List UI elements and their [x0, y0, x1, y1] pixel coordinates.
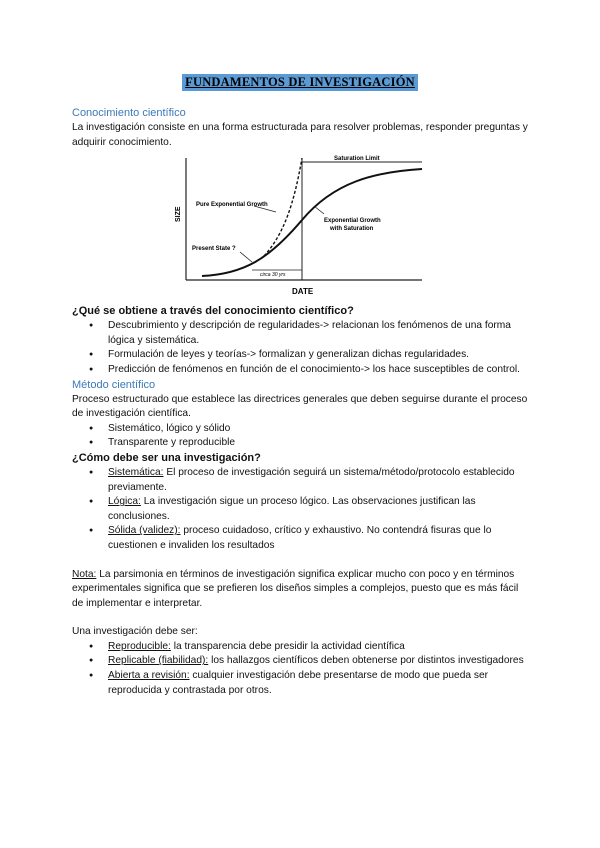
section3-intro: Una investigación debe ser: — [72, 626, 198, 638]
question-heading-2: ¿Cómo debe ser una investigación? — [72, 451, 261, 464]
term: Abierta a revisión: — [108, 670, 190, 682]
pure-growth-label: Pure Exponential Growth — [196, 202, 268, 209]
spacer — [72, 554, 532, 568]
exp-pointer — [314, 206, 324, 214]
term: Sólida (validez): — [108, 525, 181, 537]
document-title: FUNDAMENTOS DE INVESTIGACIÓN — [182, 74, 418, 91]
list-item — [108, 654, 532, 669]
list-item — [108, 669, 532, 698]
document-body — [72, 106, 532, 698]
q1-list — [72, 319, 532, 377]
section3-list — [72, 640, 532, 698]
definition: proceso cuidadoso, crítico y exhaustivo. No contendrá fisuras que lo cuestionen e invaliden los resultados — [108, 525, 492, 551]
section-intro-metodo: Proceso estructurado que establece las directrices generales que deben seguirse durante el proceso de investigación científica. — [72, 393, 528, 420]
list-item — [108, 466, 532, 495]
y-axis-label: SIZE — [175, 206, 182, 223]
present-pointer — [240, 252, 252, 262]
list-item — [108, 524, 532, 553]
section-intro-conocimiento: La investigación consiste en una forma estructurada para resolver problemas, responder preguntas y adquirir conocimiento. — [72, 122, 528, 148]
definition: los hallazgos científicos deben obtenerse por distintos investigadores — [208, 655, 524, 667]
definition: cualquier investigación debe presentarse de modo que pueda ser reproducida y contrastada por otros. — [108, 670, 489, 696]
list-item: ● Descubrimiento y descripción de regularidades-> relacionan los fenómenos de una forma lógica y sistemática. — [108, 319, 532, 348]
list-item: ● Formulación de leyes y teorías-> formalizan y generalizan dichas regularidades. — [108, 348, 532, 363]
exp-growth-label-2: with Saturation — [330, 226, 374, 233]
list-item — [108, 495, 532, 524]
section-heading-metodo: Método científico — [72, 378, 156, 391]
title-wrap — [0, 73, 600, 91]
question-heading-1: ¿Qué se obtiene a través del conocimiento científico? — [72, 305, 354, 318]
exp-growth-label-1: Exponential Growth — [324, 218, 381, 225]
term: Sistemática: — [108, 466, 164, 478]
definition: la transparencia debe presidir la actividad científica — [170, 640, 405, 652]
note-paragraph — [72, 568, 532, 612]
term: Lógica: — [108, 496, 141, 508]
note-term: Nota: — [72, 568, 97, 580]
growth-curve-chart — [174, 154, 434, 302]
x-axis-label: DATE — [292, 287, 314, 297]
list-item — [108, 640, 532, 655]
section-heading-conocimiento: Conocimiento científico — [72, 107, 186, 119]
growth-figure — [72, 154, 532, 304]
note-text: La parsimonia en términos de investigación significa explicar mucho con poco y en términos experimentales significa que se prefieren los diseños simples a complejos, puesto que es más fácil de implementar e interpretar. — [72, 568, 519, 609]
s-curve — [202, 169, 422, 279]
spacer — [72, 611, 532, 625]
definition: La investigación sigue un proceso lógico. Las observaciones justifican las conclusiones. — [108, 496, 476, 522]
present-state-label: Present State ? — [192, 246, 236, 253]
list-item: ● Predicción de fenómenos en función de el conocimiento-> los hace susceptibles de control. — [108, 363, 532, 378]
term: Reproducible: — [108, 640, 171, 652]
saturation-label: Saturation Limit — [334, 156, 380, 163]
circa-label: circa 30 yrs — [260, 272, 286, 279]
metodo-list — [72, 422, 532, 451]
list-item: ● Transparente y reproducible — [108, 436, 532, 451]
list-item: ● Sistemático, lógico y sólido — [108, 422, 532, 437]
term: Replicable (fiabilidad): — [108, 655, 209, 667]
definition: El proceso de investigación seguirá un sistema/método/protocolo establecido previamente. — [108, 466, 515, 493]
q2-list — [72, 466, 532, 554]
